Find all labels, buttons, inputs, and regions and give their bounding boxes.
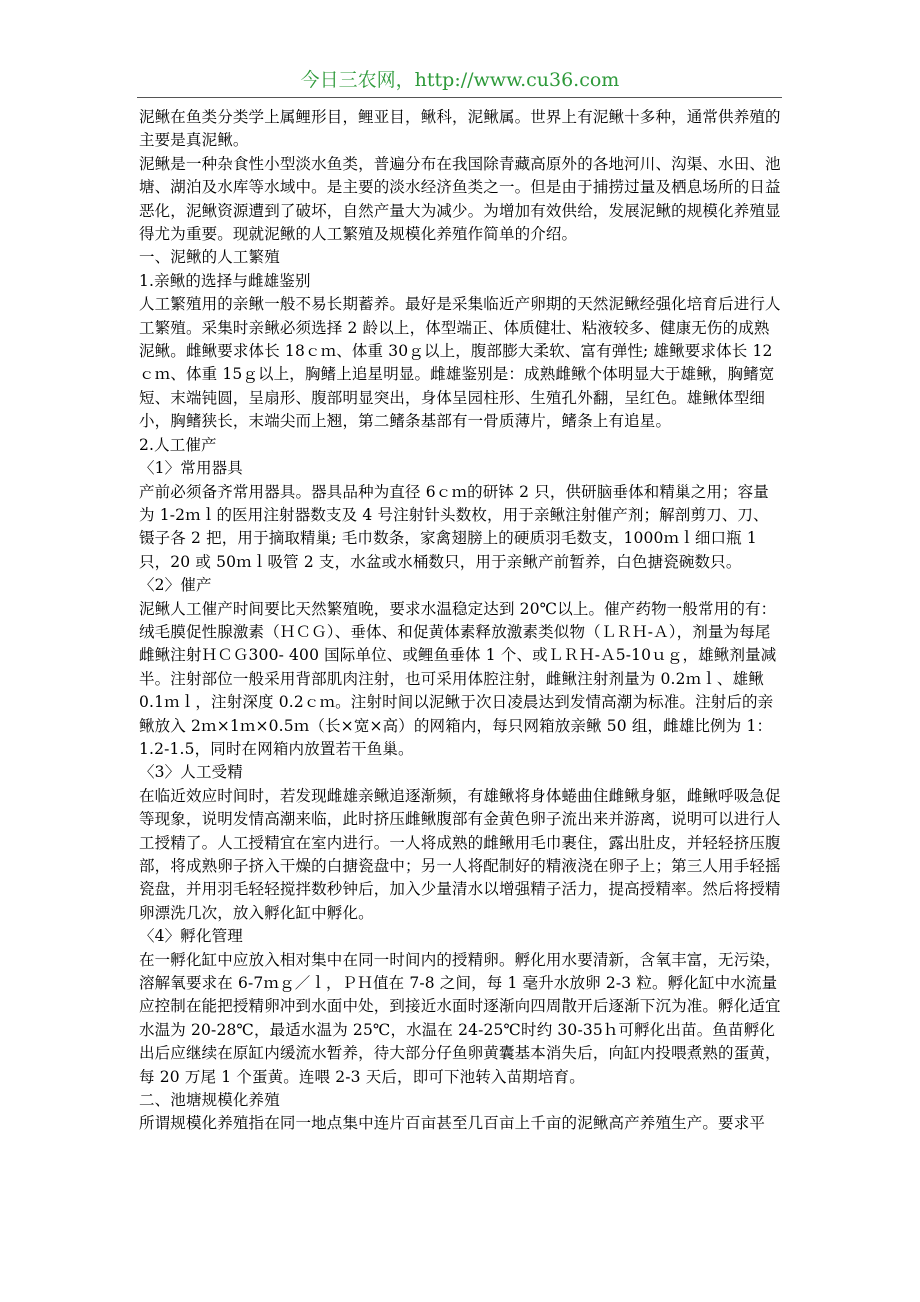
subheading-selection: 1.亲鳅的选择与雌雄鉴别 — [139, 271, 311, 290]
paragraph-distribution: 泥鳅是一种杂食性小型淡水鱼类，普遍分布在我国除青藏高原外的各地河川、沟渠、水田、池塘、湖泊及水库等水域中。是主要的淡水经济鱼类之一。但是由于捕捞过量及栖息场所的日益恶化，泥鳅资源遭到了破坏，自然产量大为减少。为增加有效供给，发展泥鳅的规模化养殖显得尤为重要。现就泥鳅的人工繁殖及规模化养殖作简单的介绍。 — [139, 154, 781, 244]
header-divider — [137, 97, 782, 98]
subheading-hatching: 〈4〉孵化管理 — [139, 927, 243, 946]
paragraph-intro: 泥鳅在鱼类分类学上属鲤形目，鲤亚目，鳅科，泥鳅属。世界上有泥鳅十多种，通常供养殖的主要是真泥鳅。 — [139, 108, 781, 150]
paragraph-fertilization: 在临近效应时间时，若发现雌雄亲鳅追逐渐频，有雄鳅将身体蜷曲住雌鳅身躯，雌鳅呼吸急促等现象，说明发情高潮来临，此时挤压雌鳅腹部有金黄色卵子流出来并游离，说明可以进行人工授精了。人工授精宜在室内进行。一人将成熟的雌鳅用毛巾裹住，露出肚皮，并轻轻挤压腹部，将成熟卵子挤入干燥的白搪瓷盘中；另一人将配制好的精液浇在卵子上；第三人用手轻摇瓷盘，并用羽毛轻轻搅拌数秒钟后，加入少量清水以增强精子活力，提高授精率。然后将授精卵漂洗几次，放入孵化缸中孵化。 — [139, 786, 781, 922]
subheading-tools: 〈1〉常用器具 — [139, 459, 243, 478]
section-heading-breeding: 一、泥鳅的人工繁殖 — [139, 248, 280, 267]
paragraph-selection: 人工繁殖用的亲鳅一般不易长期蓄养。最好是采集临近产卵期的天然泥鳅经强化培育后进行人工繁殖。采集时亲鳅必须选择 2 龄以上，体型端正、体质健壮、粘液较多、健康无伤的成熟泥鳅。雌鳅要求体长 18ｃｍ、体重 30ｇ以上，腹部膨大柔软、富有弹性; 雄鳅要求体长 12ｃｍ、体重 15ｇ以上，胸鳍上追星明显。雌雄鉴别是：成熟雌鳅个体明显大于雄鳅，胸鳍宽短、末端钝圆，呈扇形、腹部明显突出，身体呈园柱形、生殖孔外翻，呈红色。雄鳅体型细小，胸鳍狭长，末端尖而上翘，第二鳍条基部有一骨质薄片，鳍条上有追星。 — [139, 295, 781, 431]
article-body — [139, 106, 784, 1136]
paragraph-spawning-induction: 泥鳅人工催产时间要比天然繁殖晚，要求水温稳定达到 20℃以上。催产药物一般常用的有：绒毛膜促性腺激素（ＨＣＧ）、垂体、和促黄体素释放激素类似物（ＬＲＨ-Ａ），剂量为每尾雌鳅注射ＨＣＧ300- 400 国际单位、或鲤鱼垂体 1 个、或ＬＲＨ-Ａ5-10ｕｇ，雄鳅剂量减半。注射部位一般采用背部肌肉注射，也可采用体腔注射，雌鳅注射剂量为 0.2ｍｌ、雄鳅 0.1ｍｌ，注射深度 0.2ｃｍ。注射时间以泥鳅于次日凌晨达到发情高潮为标准。注射后的亲鳅放入 2ｍ×1ｍ×0.5ｍ（长×宽×高）的网箱内，每只网箱放亲鳅 50 组，雌雄比例为 1：1.2-1.5，同时在网箱内放置若干鱼巢。 — [139, 599, 777, 758]
site-header: 今日三农网，http://www.cu36.com — [300, 69, 620, 91]
subheading-fertilization: 〈3〉人工受精 — [139, 763, 243, 782]
paragraph-hatching: 在一孵化缸中应放入相对集中在同一时间内的授精卵。孵化用水要清新，含氧丰富，无污染，溶解氧要求在 6-7ｍｇ／ｌ，ＰＨ值在 7-8 之间，每 1 毫升水放卵 2-3 粒。孵化缸中水流量应控制在能把授精卵冲到水面中处，到接近水面时逐渐向四周散开后逐渐下沉为准。孵化适宜水温为 20-28℃，最适水温为 25℃，水温在 24-25℃时约 30-35ｈ可孵化出苗。鱼苗孵化出后应继续在原缸内缓流水暂养，待大部分仔鱼卵黄囊基本消失后，向缸内投喂煮熟的蛋黄，每 20 万尾 1 个蛋黄。连喂 2-3 天后，即可下池转入苗期培育。 — [139, 950, 781, 1086]
subheading-spawning-induction: 〈2〉催产 — [139, 576, 212, 595]
paragraph-tools: 产前必须备齐常用器具。器具品种为直径 6ｃｍ的研钵 2 只，供研脑垂体和精巢之用；容量为 1-2ｍｌ的医用注射器数支及 4 号注射针头数枚，用于亲鳅注射催产剂；解剖剪刀、刀、镊子各 2 把，用于摘取精巢; 毛巾数条，家禽翅膀上的硬质羽毛数支，1000ｍｌ细口瓶 1 只，20 或 50ｍｌ吸管 2 支，水盆或水桶数只，用于亲鳅产前暂养，白色搪瓷碗数只。 — [139, 482, 769, 571]
paragraph-pond-farming: 所谓规模化养殖指在同一地点集中连片百亩甚至几百亩上千亩的泥鳅高产养殖生产。要求平 — [139, 1114, 766, 1133]
section-heading-pond-farming: 二、池塘规模化养殖 — [139, 1091, 280, 1110]
subheading-induction: 2.人工催产 — [139, 435, 217, 454]
